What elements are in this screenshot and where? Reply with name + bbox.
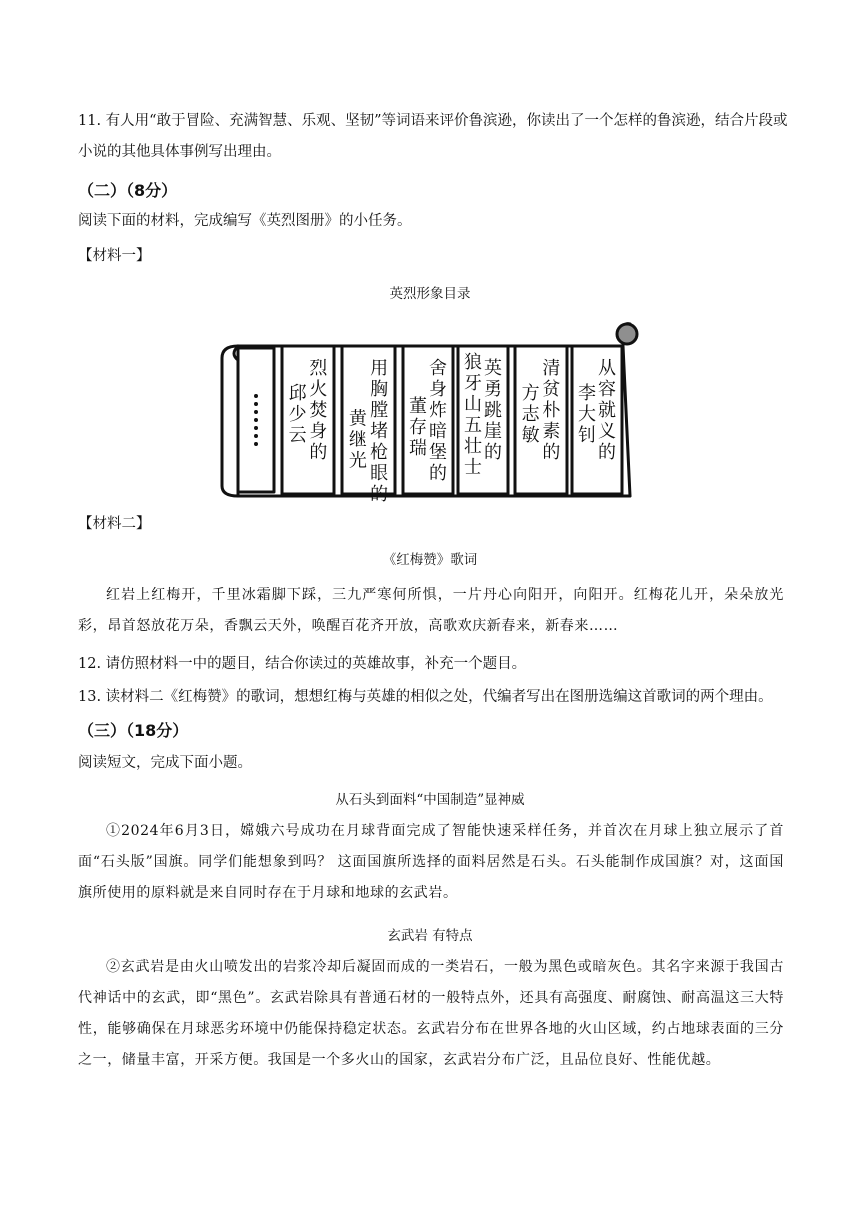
scroll-ellipsis [254, 394, 258, 446]
scroll-hero-title: 烈火焚身的邱少云 [288, 358, 328, 463]
scroll-hero-title: 舍身炸暗堡的董存瑞 [409, 358, 447, 484]
scroll-hero-title: 从容就义的李大钊 [578, 358, 616, 463]
hero-catalog-scroll [218, 318, 642, 502]
paragraph-1: ①2024年6月3日，嫦娥六号成功在月球背面完成了智能快速采样任务，并首次在月球上独立展示了首面“石头版”国旗。同学们能想象到吗？ 这面国旗所选择的面料居然是石头。石头能制作成国旗？对，这面国旗所使用的原料就是来自同时存在于月球和地球的玄武岩。 [78, 823, 784, 901]
lyrics: 红岩上红梅开，千里冰霜脚下踩，三九严寒何所惧，一片丹心向阳开，向阳开。红梅花儿开，朵朵放光彩，昂首怒放花万朵，香飘云天外，唤醒百花齐开放，高歌欢庆新春来，新春来…… [78, 587, 784, 634]
section-2-instruction: 阅读下面的材料，完成编写《英烈图册》的小任务。 [78, 213, 412, 229]
scroll-hero-title: 清贫朴素的方志敏 [521, 358, 561, 463]
article-subtitle: 玄武岩 有特点 [387, 928, 473, 944]
article-title: 从石头到面料“中国制造”显神威 [335, 792, 525, 808]
lyric-title: 《红梅赞》歌词 [382, 552, 478, 568]
section-2-heading: （二）（8分） [78, 181, 178, 200]
material-2-label: 【材料二】 [78, 516, 151, 532]
catalog-title: 英烈形象目录 [389, 286, 471, 302]
question-11: 11. 有人用“敢于冒险、充满智慧、乐观、坚韧”等词语来评价鲁滨逊，你读出了一个怎样的鲁滨逊，结合片段或小说的其他具体事例写出理由。 [78, 113, 788, 160]
question-13: 13. 读材料二《红梅赞》的歌词，想想红梅与英雄的相似之处，代编者写出在图册选编这首歌词的两个理由。 [78, 689, 773, 705]
scroll-hero-title: 用胸膛堵枪眼的黄继光 [348, 358, 389, 502]
section-3-instruction: 阅读短文，完成下面小题。 [78, 755, 252, 771]
paragraph-2: ②玄武岩是由火山喷发出的岩浆冷却后凝固而成的一类岩石，一般为黑色或暗灰色。其名字来源于我国古代神话中的玄武，即“黑色”。玄武岩除具有普通石材的一般特点外，还具有高强度、耐腐蚀、耐高温这三大特性，能够确保在月球恶劣环境中仍能保持稳定状态。玄武岩分布在世界各地的火山区域，约占地球表面的三分之一，储量丰富，开采方便。我国是一个多火山的国家，玄武岩分布广泛，且品位良好、性能优越。 [78, 959, 784, 1068]
material-1-label: 【材料一】 [78, 248, 151, 264]
scroll-hero-title: 英勇跳崖的狼牙山五壮士 [464, 352, 502, 478]
section-3-heading: （三）（18分） [78, 721, 189, 740]
question-12: 12. 请仿照材料一中的题目，结合你读过的英雄故事，补充一个题目。 [78, 656, 527, 672]
